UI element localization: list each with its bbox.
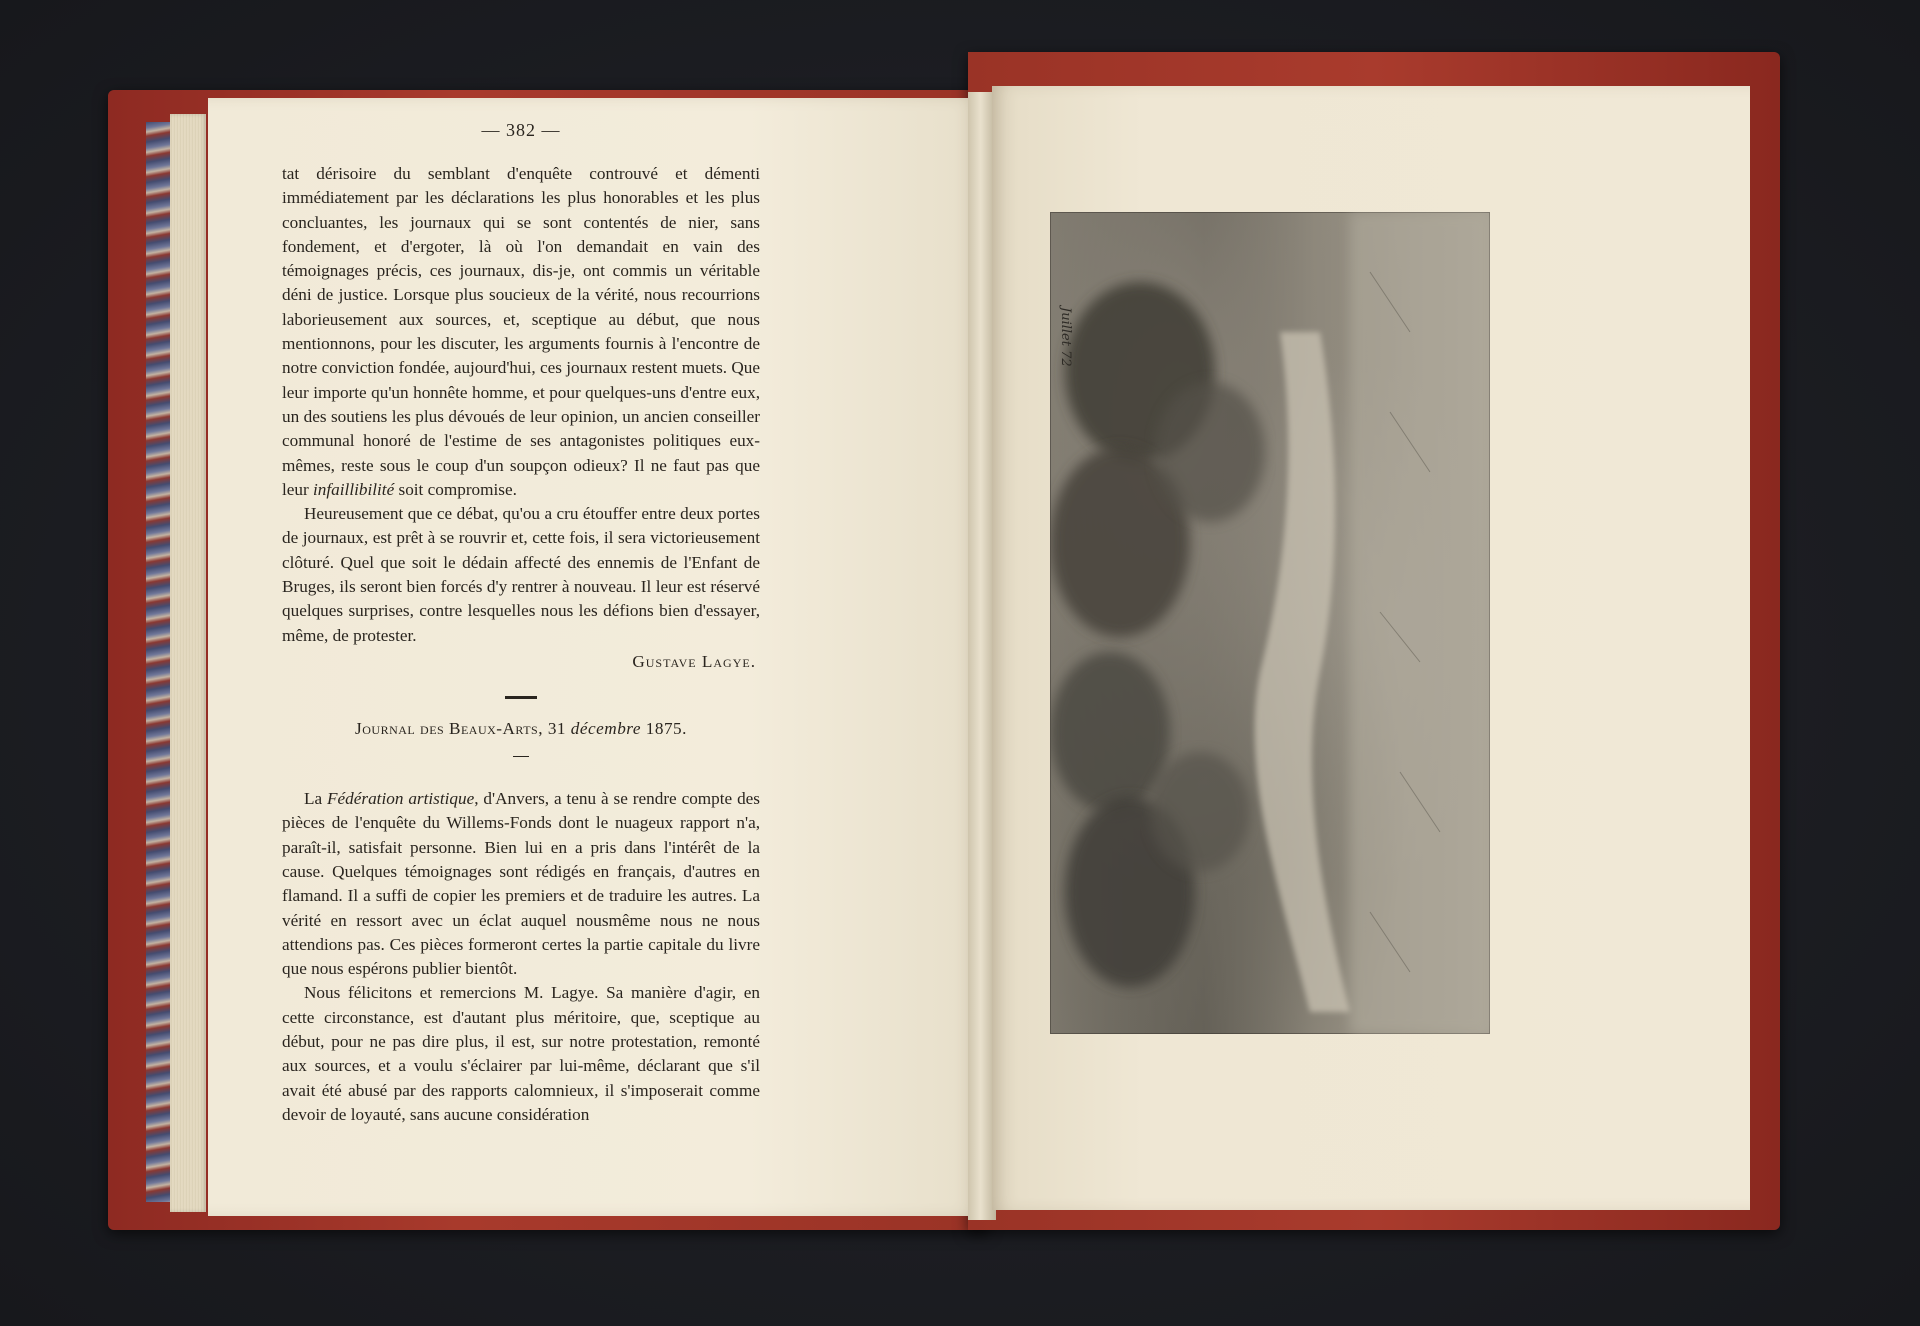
article1-para1-end: soit compromise. xyxy=(394,479,517,499)
article1-paragraph-2: Heureusement que ce débat, qu'ou a cru étouffer entre deux portes de journaux, est prêt à se rouvrir et, cette fois, il sera victorieusement clôturé. Quel que soit le dédain affecté des ennemis de l'Enfant de Bruges, ils seront bien forcés d'y rentrer à nouveau. Il leur est réservé quelques surprises, contre lesquelles nous les défions bien d'essayer, même, de protester. xyxy=(282,504,760,645)
page-number: — 382 — xyxy=(481,120,561,140)
heading-year: 1875. xyxy=(640,719,687,739)
marbled-endpaper xyxy=(146,122,172,1202)
heading-month: décembre xyxy=(570,719,641,739)
section-divider xyxy=(505,696,537,699)
landscape-plate xyxy=(1050,212,1490,1034)
article1-paragraph-1 xyxy=(282,162,760,502)
body-text xyxy=(282,162,760,1127)
article2-para1-italic: Fédération artistique xyxy=(327,789,475,809)
page-edges xyxy=(170,114,206,1212)
heading-date-prefix: , 31 xyxy=(538,719,571,739)
landscape-illustration xyxy=(1050,212,1490,1034)
section-heading xyxy=(282,717,760,741)
heading-rule xyxy=(513,756,529,758)
article2-para1-rest: , d'Anvers, a tenu à se rendre compte des pièces de l'enquête du Willems-Fonds dont le nuageux rapport n'a, paraît-il, satisfait personne. Bien lui en a pris dans l'intérêt de la cause. Quelques témoignages sont rédigés en français, d'autres en flamand. Il a suffi de copier les premiers et de traduire les autres. La vérité en ressort avec un éclat auquel nousmême nous ne nous attendions pas. Ces pièces formeront certes la partie capitale du livre que nous espérons publier bientôt. xyxy=(282,789,760,979)
article1-para1-italic: infaillibilité xyxy=(313,479,395,499)
heading-journal: Journal des Beaux-Arts xyxy=(355,719,539,739)
article2-para1-start: La xyxy=(304,789,328,809)
author-signature: Gustave Lagye. xyxy=(632,651,756,671)
article1-para1-text: tat dérisoire du semblant d'enquête controuvé et démenti immédiatement par les déclarations les plus honorables et les plus concluantes, les journaux qui se sont contentés de nier, sans fondement, et d'ergoter, là où l'on demandait en vain des témoignages précis, ces journaux, dis-je, ont commis un véritable déni de justice. Lorsque plus soucieux de la vérité, nous recourrions laborieusement aux sources, et, sceptique au début, que nous mentionnons, pour les discuter, les arguments fournis à l'encontre de notre conviction fondée, aujourd'hui, ces journaux restent muets. Que leur importe qu'un honnête homme, et pour quelques-uns d'entre eux, un des soutiens les plus dévoués de leur opinion, un ancien conseiller communal honoré de l'estime de ses antagonistes politiques eux-mêmes, reste sous le coup d'un soupçon odieux? Il ne faut pas que leur xyxy=(282,164,761,499)
article2-paragraph-1 xyxy=(282,787,760,981)
article2-paragraph-2: Nous félicitons et remercions M. Lagye. Sa manière d'agir, en cette circonstance, est d'autant plus méritoire, que, sceptique au début, pour ne pas dire plus, il est, sur notre protestation, remonté aux sources, et a voulu s'éclairer par lui-même, déclarant que s'il avait été abusé par des rapports calomnieux, il s'imposerait comme devoir de loyauté, sans aucune considération xyxy=(282,983,760,1124)
plate-inscription: Juillet 72 xyxy=(1058,307,1073,367)
